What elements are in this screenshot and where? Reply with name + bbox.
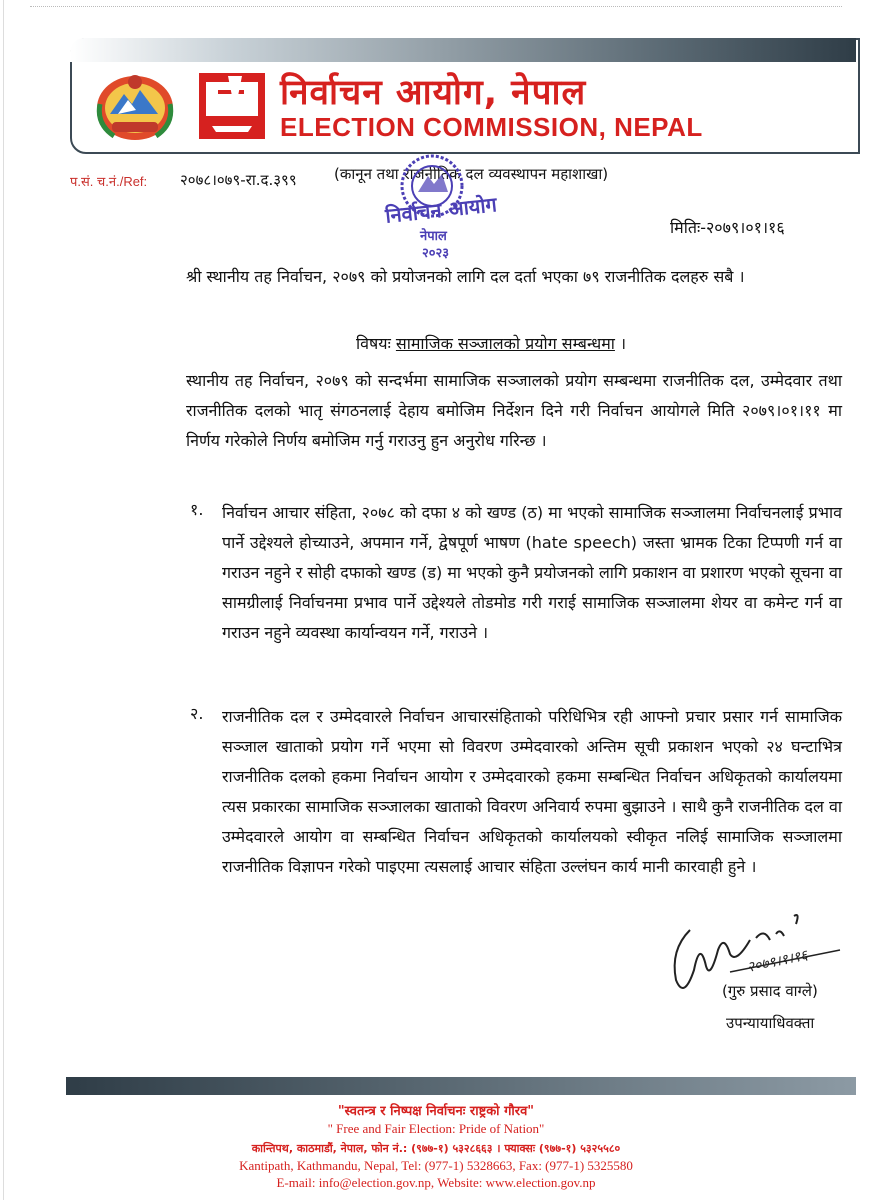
subject-line xyxy=(356,332,626,354)
addressee: श्री स्थानीय तह निर्वाचन, २०७९ को प्रयोजनको लागि दल दर्ता भएका ७९ राजनीतिक दलहरु सबै । xyxy=(186,267,745,286)
org-name-english: ELECTION COMMISSION, NEPAL xyxy=(280,112,703,142)
signature-date: २०७९।१।१६ xyxy=(745,947,810,976)
top-edge-dots xyxy=(30,6,842,7)
footer-address-nepali: कान्तिपथ, काठमाडौं, नेपाल, फोन नं.: (९७७-१) ५३२८६६३ । फ्याक्सः (९७७-१) ५३२५५८० xyxy=(251,1142,621,1155)
subject-value: सामाजिक सञ्जालको प्रयोग सम्बन्धमा xyxy=(395,334,615,353)
footer-motto-english: " Free and Fair Election: Pride of Nation" xyxy=(327,1121,545,1136)
letter-date: मितिः-२०७९।०१।१६ xyxy=(670,218,785,237)
national-emblem-icon xyxy=(92,68,178,144)
org-name-nepali: निर्वाचन आयोग, नेपाल xyxy=(280,73,587,113)
footer-band xyxy=(66,1077,856,1095)
subject-end: । xyxy=(620,334,627,353)
ballot-box-logo-icon xyxy=(198,72,266,140)
subject-label: विषयः xyxy=(356,334,391,353)
signatory-name: (गुरु प्रसाद वाग्ले) xyxy=(722,982,818,1000)
stamp-year: २०२३ xyxy=(422,246,450,261)
stamp-text: निर्वाचन आयोग xyxy=(384,192,498,228)
footer-motto-nepali: "स्वतन्त्र र निष्पक्ष निर्वाचनः राष्ट्रको गौरव" xyxy=(337,1104,535,1119)
intro-paragraph: स्थानीय तह निर्वाचन, २०७९ को सन्दर्भमा सामाजिक सञ्जालको प्रयोग सम्बन्धमा राजनीतिक दल, उम्मेदवार तथा राजनीतिक दलको भातृ संगठनलाई देहाय बमोजिम निर्देशन दिने गरी निर्वाचन आयोगले मिति २०७९।०१।११ मा निर्णय गरेकोले निर्णय बमोजिम गर्नु गराउनु हुन अनुरोध गरिन्छ । xyxy=(186,371,842,450)
stamp-subtext: नेपाल xyxy=(420,229,447,244)
scan-edge xyxy=(3,0,4,1200)
reference-label: प.सं. च.नं./Ref: xyxy=(70,174,148,189)
reference-number: २०७८।०७९-रा.द.३९९ xyxy=(180,171,297,189)
item-text: राजनीतिक दल र उम्मेदवारले निर्वाचन आचारसंहिताको परिधिभित्र रही आफ्नो प्रचार प्रसार गर्न सामाजिक सञ्जाल खाताको प्रयोग गर्ने भएमा सो विवरण उम्मेदवारको अन्तिम सूची प्रकाशन भएको २४ घन्टाभित्र राजनीतिक दलको हकमा निर्वाचन आयोग र उम्मेदवारको हकमा सम्बन्धित निर्वाचन अधिकृतको कार्यालयमा त्यस प्रकारका सामाजिक सञ्जालका खाताको विवरण अनिवार्य रुपमा बुझाउने । साथै कुनै राजनीतिक दल वा उम्मेदवारले आयोग वा सम्बन्धित निर्वाचन अधिकृतको कार्यालयको स्वीकृत नलिई सामाजिक सञ्जालमा राजनीतिक विज्ञापन गरेको पाइएमा त्यसलाई आचार संहिता उल्लंघन कार्य मानी कारवाही हुने । xyxy=(222,707,842,876)
signatory-title: उपन्यायाधिवक्ता xyxy=(726,1014,815,1032)
footer-address-english: Kantipath, Kathmandu, Nepal, Tel: (977-1) 5328663, Fax: (977-1) 5325580 xyxy=(239,1158,633,1173)
letterhead-band xyxy=(70,38,856,62)
item-text: निर्वाचन आचार संहिता, २०७८ को दफा ४ को खण्ड (ठ) मा भएको सामाजिक सञ्जालमा निर्वाचनलाई प्रभाव पार्ने उद्देश्यले होच्याउने, अपमान गर्ने, द्वेषपूर्ण भाषण (hate speech) जस्ता भ्रामक टिका टिप्पणी गर्न वा गराउन नहुने र सोही दफाको खण्ड (ड) मा भएको कुनै प्रयोजनको लागि प्रकाशन वा प्रशारण भएको सूचना वा सामग्रीलाई निर्वाचनमा प्रभाव पार्ने उद्देश्यले तोडमोड गरी गराई सामाजिक सञ्जालमा शेयर वा कमेन्ट गर्न वा गराउन नहुने व्यवस्था कार्यान्वयन गर्ने, गराउने । xyxy=(222,503,842,642)
footer-contact: E-mail: info@election.gov.np, Website: www.election.gov.np xyxy=(276,1175,596,1190)
item-number: १. xyxy=(190,500,204,519)
reference-department: (कानून तथा राजनीतिक दल व्यवस्थापन महाशाखा) xyxy=(334,165,609,183)
item-number: २. xyxy=(190,704,204,723)
